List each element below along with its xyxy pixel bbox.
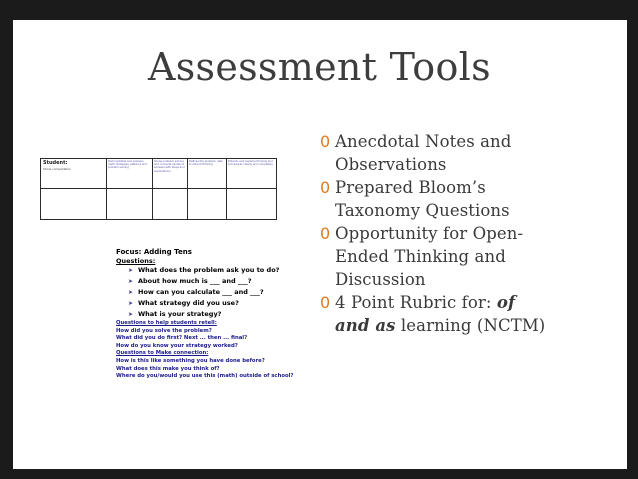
bullet-emphasis: of: [496, 293, 516, 312]
rubric-header-cell: Shows problem solving and connects sentence answers with steps and explanations: [153, 159, 188, 188]
card-connect-line: Where do you/would you use this (math) outside of school?: [116, 373, 294, 380]
rubric-header-row: [41, 159, 276, 189]
card-connect-heading: Questions to Make connection:: [116, 350, 209, 357]
arrow-icon: ➤: [128, 311, 134, 318]
bullet-list: [320, 130, 570, 337]
bullet-emphasis: and as: [335, 316, 396, 335]
bullet-marker: 0: [320, 178, 331, 197]
arrow-icon: ➤: [128, 267, 134, 274]
rubric-body-cell: [107, 189, 153, 219]
bullet-text: Prepared Bloom’s Taxonomy Questions: [335, 178, 510, 220]
card-question: ➤ What does the problem ask you to do?: [128, 266, 280, 274]
frame-right-border: [627, 0, 638, 479]
rubric-body-row: [41, 189, 276, 219]
rubric-body-cell: [153, 189, 188, 219]
card-questions-heading: Questions:: [116, 257, 156, 265]
rubric-body-cell: [227, 189, 276, 219]
card-question: ➤ What strategy did you use?: [128, 299, 239, 307]
rubric-student-cell: [41, 159, 107, 188]
bullet-item: [320, 176, 570, 222]
bullet-text: Opportunity for Open-Ended Thinking and Discussion: [335, 224, 524, 289]
rubric-body-cell: [188, 189, 227, 219]
arrow-icon: ➤: [128, 278, 134, 285]
rubric-student-sub: Show computation: [43, 167, 72, 171]
card-connect-line: What does this make you think of?: [116, 365, 220, 372]
question-card-image: [116, 248, 316, 381]
card-retell-line: How do you know your strategy worked?: [116, 342, 238, 349]
frame-left-border: [0, 0, 13, 479]
arrow-icon: ➤: [128, 289, 134, 296]
bullet-marker: 0: [320, 293, 331, 312]
bullet-marker: 0: [320, 224, 331, 243]
bullet-item: [320, 130, 570, 176]
card-connect-line: How is this like something you have done before?: [116, 357, 265, 364]
rubric-table-image: [40, 158, 277, 220]
card-question: ➤ What is your strategy?: [128, 310, 222, 318]
card-retell-line: How did you solve the problem?: [116, 327, 212, 334]
card-question: ➤ How can you calculate ___ and ___?: [128, 288, 264, 296]
card-retell-heading: Questions to help students retell:: [116, 320, 217, 326]
bullet-item: [320, 291, 570, 337]
frame-top-border: [0, 0, 638, 20]
arrow-icon: ➤: [128, 300, 134, 307]
rubric-header-cell: Extends and explains thinking and procedures clearly and completely: [228, 160, 273, 167]
slide-title: Assessment Tools: [148, 45, 491, 89]
bullet-item: [320, 222, 570, 291]
rubric-header-cell: Defines the problem, able to extend thinking: [188, 159, 227, 188]
card-title: Focus: Adding Tens: [116, 248, 192, 256]
bullet-marker: 0: [320, 132, 331, 151]
frame-bottom-border: [0, 469, 638, 479]
rubric-body-cell: [41, 189, 107, 219]
card-question: ➤ About how much is ___ and ___?: [128, 277, 252, 285]
bullet-text: 4 Point Rubric for: of and as learning (NCTM): [335, 293, 546, 335]
card-retell-line: What did you do first? Next ... then ... final?: [116, 335, 248, 342]
bullet-text: Anecdotal Notes and Observations: [335, 132, 512, 174]
rubric-header-cell: Demonstrates and explains math strategies, patterns and problem solving: [107, 159, 153, 188]
rubric-student-label: Student:: [43, 160, 68, 166]
